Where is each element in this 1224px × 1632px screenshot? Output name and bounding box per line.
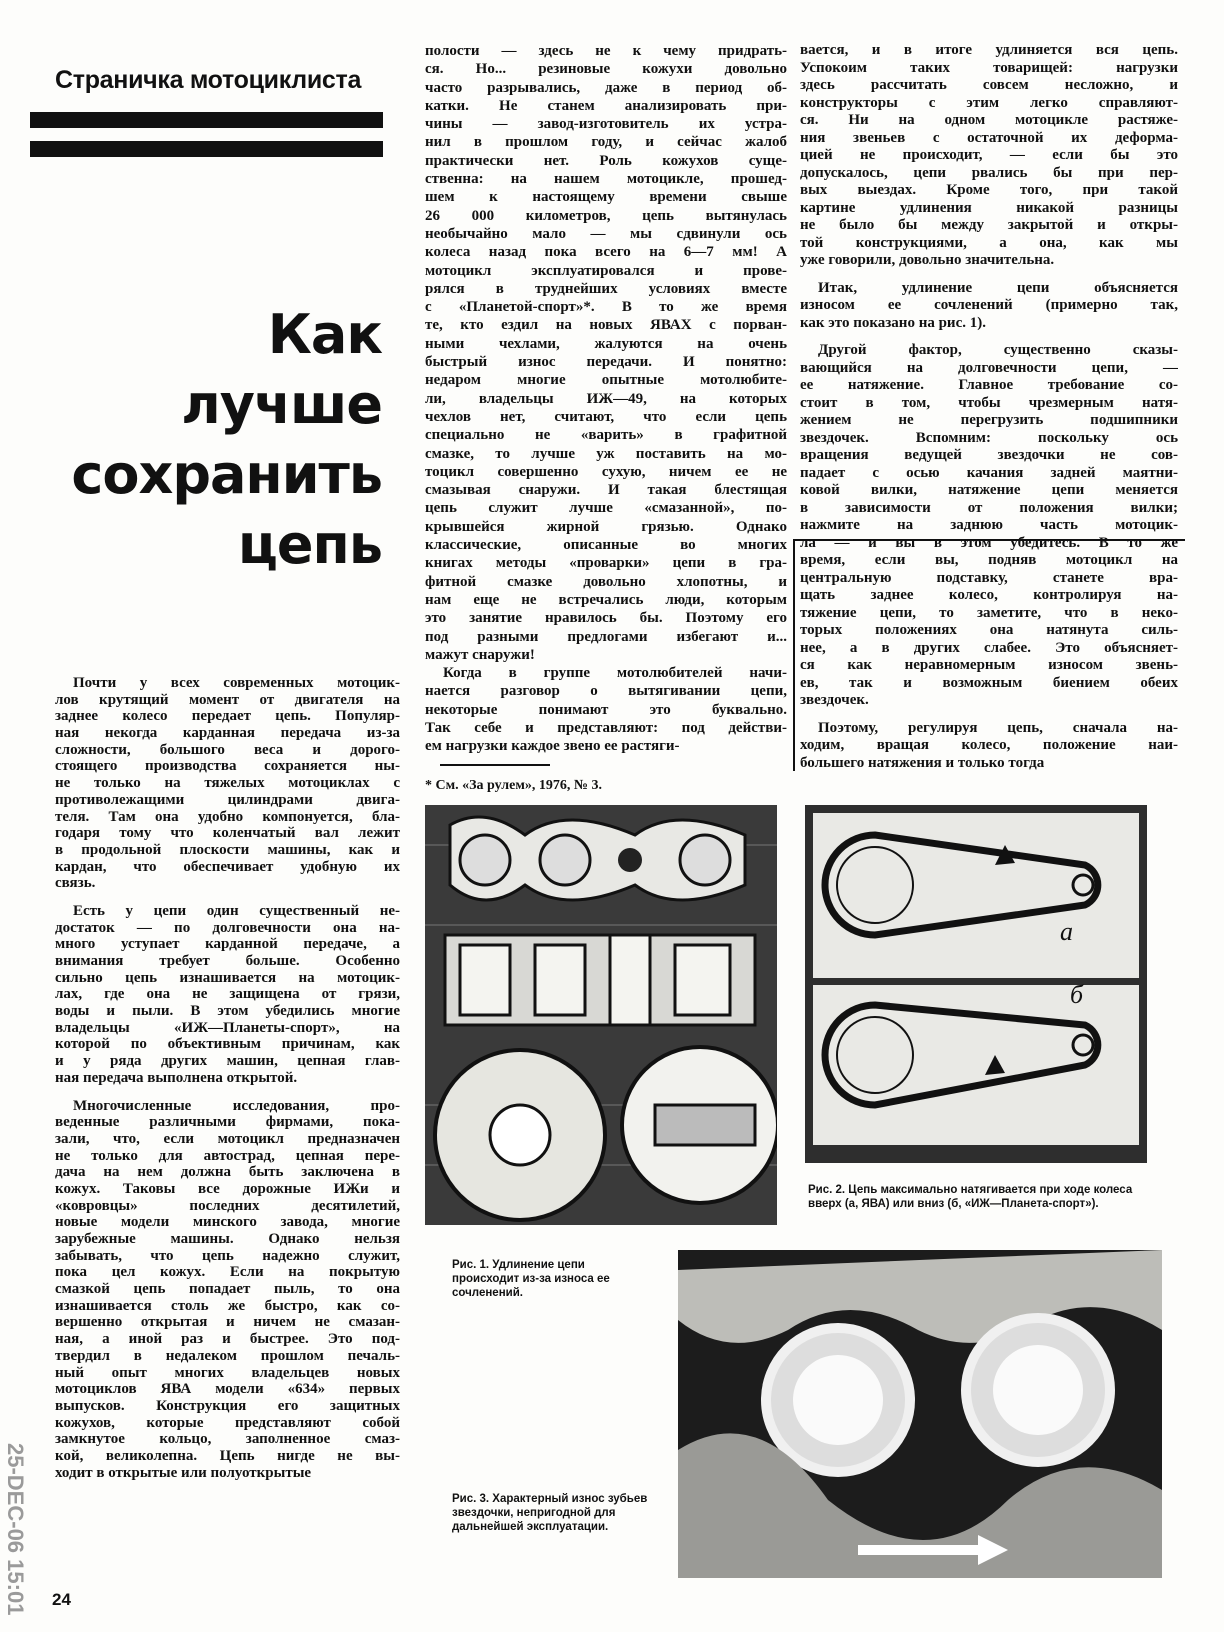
text-line: книгах методы «проварки» цепи в гра- — [425, 555, 787, 572]
text-line: сложности, большого веса и дорого- — [55, 741, 400, 758]
text-line: рялся в труднейших условиях вместе — [425, 280, 787, 297]
text-line: колеса назад пока всего на 6—7 мм! А — [425, 244, 787, 261]
text-line: вается, и в итоге удлиняется вся цепь. — [800, 42, 1178, 58]
text-line: падает с осью качания задней маятни- — [800, 464, 1178, 481]
title-line: сохранить — [71, 443, 382, 506]
text-line: щать заднее колесо, контролируя на- — [800, 587, 1178, 603]
text-line: звездочек. — [800, 692, 869, 708]
middle-text-column — [425, 42, 787, 756]
text-line: ния звеньев с остаточной их деформа- — [800, 129, 1178, 146]
text-line: Многочисленные исследования, про- — [73, 1097, 400, 1114]
text-line: специально не «варить» в графитной — [425, 427, 787, 444]
text-line: полости — здесь не к чему придрать- — [425, 43, 787, 59]
text-line: чехлов нет, считают, что если цепь — [425, 408, 787, 425]
text-line: фитной смазке довольно хлопотны, и — [425, 573, 787, 590]
text-line: новые модели минского завода, многие — [55, 1214, 400, 1231]
text-line: звездочек. Вспомним: поскольку ось — [800, 429, 1178, 446]
paragraph — [55, 903, 400, 1087]
text-line: «ковровцы» последних десятилетий, — [55, 1197, 400, 1214]
text-line: Успокоим таких товарищей: нагрузки — [800, 59, 1178, 76]
text-line: твердил в недалеком прошлом печаль- — [55, 1347, 400, 1364]
text-line: как это показано на рис. 1). — [800, 314, 986, 331]
text-line: вающийся на долговечности цепи, — — [800, 359, 1178, 376]
text-line: той конструкциями, а она, как мы — [800, 234, 1178, 251]
text-line: катки. Не станем анализировать при- — [425, 97, 787, 114]
figure-3-caption: Рис. 3. Характерный износ зубьев звездочки, непригодной для дальнейшей эксплуатации. — [452, 1493, 648, 1533]
figure-2-caption: Рис. 2. Цепь максимально натягивается при ходе колеса вверх (а, ЯВА) или вниз (б, «ИЖ—Планета-спорт»). — [808, 1184, 1133, 1210]
text-line: мотоциклов ЯВА модели «634» первых — [55, 1381, 400, 1398]
text-line: ем нагрузки каждое звено ее растяги- — [425, 738, 680, 755]
text-line: кой, великолепна. Цепь нигде не вы- — [55, 1447, 400, 1464]
figure-3-worn-sprocket-photo — [678, 1250, 1162, 1578]
text-line: жением не перегрузить подшипники — [800, 412, 1178, 428]
text-line: нажмите на заднюю часть мотоцик- — [800, 517, 1178, 533]
text-line: уже говорили, довольно значительна. — [800, 252, 1055, 268]
text-line: нам еще не встречались люди, которым — [425, 591, 787, 608]
left-text-column — [55, 675, 400, 1481]
text-line: чины — завод-изготовитель их устра- — [425, 116, 787, 133]
text-line: ла — и вы в этом убедитесь. В то же — [800, 534, 1178, 551]
text-line: смазывая снаружи. И такая блестящая — [425, 482, 787, 499]
text-line: ная некогда карданная передача из-за — [55, 725, 400, 742]
text-line: много уступает карданной передаче, а — [55, 936, 400, 953]
text-line: Итак, удлинение цепи объясняется — [818, 279, 1178, 296]
text-line: ковой вилки, натяжение цепи меняется — [800, 482, 1178, 498]
text-line: и у ряда других машин, цепная глав- — [55, 1053, 400, 1070]
footnote-rule — [440, 764, 550, 766]
text-line: ся. Но... резиновые кожухи довольно — [425, 61, 787, 78]
text-line: ли, владельцы ИЖ—49, на которых — [425, 390, 787, 407]
text-line: в продольной плоскости машины, как и — [55, 841, 400, 858]
text-line: ная передача выполнена открытой. — [55, 1069, 298, 1086]
text-line: ходит в открытые или полуоткрытые — [55, 1464, 312, 1481]
text-line: те, кто ездил на новых ЯВАХ с порван- — [425, 317, 787, 334]
scan-timestamp-stamp: 25-DEC-06 15:01 — [3, 1443, 28, 1616]
text-line: дача на нем должна быть заключена в — [55, 1164, 400, 1181]
page-number: 24 — [52, 1590, 71, 1609]
text-line: шем к настоящему времени свыше — [425, 189, 787, 206]
text-line: Так себе и представляют: под действи- — [425, 719, 787, 736]
title-line: цепь — [237, 513, 382, 576]
text-line: нил в прошлом году, и сейчас жалоб — [425, 134, 787, 151]
text-line: цией не происходит, — если бы это — [800, 147, 1178, 163]
text-line: стоит в том, чтобы чрезмерным натя- — [800, 394, 1178, 411]
text-line: ными чехлами, жалуются на очень — [425, 335, 787, 352]
text-line: ся. Ни на одном мотоцикле растяже- — [800, 112, 1178, 128]
paragraph — [425, 42, 787, 664]
text-line: ходим, вращая колесо, положение наи- — [800, 737, 1178, 753]
paragraph — [800, 42, 1178, 270]
text-line: годаря тому что коленчатый вал лежит — [55, 825, 400, 842]
figure-1-chain-wear-illustration — [425, 805, 777, 1225]
text-line: тоцикл совершенно сухую, ничем ее не — [425, 463, 787, 480]
text-line: изнашивается столь же быстро, как со- — [55, 1297, 400, 1314]
text-line: не только на тяжелых мотоциклах с — [55, 775, 400, 792]
text-line: ственна: на нашем мотоцикле, прошед- — [425, 171, 787, 188]
paragraph — [800, 720, 1178, 773]
figure-1-caption: Рис. 1. Удлинение цепи происходит из-за износа ее сочленений. — [452, 1259, 610, 1299]
text-line: тяжение цепи, то заметите, что в неко- — [800, 604, 1178, 621]
text-line: зали, что, если мотоцикл предназначен — [55, 1130, 400, 1147]
text-line: классические, описанные во многих — [425, 537, 787, 554]
text-line: кардан, что обеспечивает удобную их — [55, 858, 400, 875]
text-line: кожухов, которые представляют собой — [55, 1414, 400, 1431]
text-line: крывшейся жирной грязью. Однако — [425, 518, 787, 535]
figure-2-label-a: а — [1060, 917, 1073, 946]
text-line: не только для автострад, цепная пере- — [55, 1147, 400, 1164]
text-line: ся как неравномерным износом звень- — [800, 657, 1178, 673]
text-line: ее натяжение. Главное требование со- — [800, 377, 1178, 393]
text-line: картине удлинения никакой разницы — [800, 199, 1178, 216]
paragraph — [800, 342, 1178, 710]
text-line: ный опыт многих владельцев новых — [55, 1364, 400, 1381]
paragraph — [425, 664, 787, 755]
text-line: часто разрывались, даже в период об- — [425, 79, 787, 96]
text-line: 26 000 километров, цепь вытянулась — [425, 207, 787, 224]
text-line: ев, так и возможным биением обеих — [800, 674, 1178, 691]
text-line: вых выездах. Кроме того, при такой — [800, 182, 1178, 198]
text-line: с «Планетой-спорт»*. В то же время — [425, 299, 787, 316]
article-title — [60, 300, 382, 580]
text-line: нее, а в других слабее. Это объясняет- — [800, 639, 1178, 656]
text-line: Поэтому, регулируя цепь, сначала на- — [818, 719, 1178, 736]
text-line: противолежащими цилиндрами двига- — [55, 791, 400, 808]
text-line: внимания требует больше. Особенно — [55, 953, 400, 969]
text-line: сильно цепь изнашивается на мотоцик- — [55, 969, 400, 986]
text-line: необычайно мало — мы сдвинули ось — [425, 225, 787, 242]
text-line: Есть у цепи один существенный не- — [73, 902, 400, 919]
text-line: Почти у всех современных мотоцик- — [73, 675, 400, 691]
text-line: забывать, что цепь надежно служит, — [55, 1247, 400, 1264]
text-line: вершенно открытая и ничем не смазан- — [55, 1314, 400, 1331]
text-line: зарубежные машины. Однако нельзя — [55, 1231, 400, 1247]
right-text-column — [800, 42, 1178, 772]
text-line: выпусков. Конструкция его защитных — [55, 1397, 400, 1414]
paragraph — [55, 675, 400, 892]
text-line: владельцы «ИЖ—Планеты-спорт», на — [55, 1019, 400, 1036]
text-line: ная, а иной раз и быстрее. Это под- — [55, 1331, 400, 1348]
title-line: лучше — [181, 373, 382, 436]
text-line: кожух. Таковы все дорожные ИЖи и — [55, 1180, 400, 1197]
text-line: Другой фактор, существенно сказы- — [818, 342, 1178, 358]
text-line: практически нет. Роль кожухов суще- — [425, 152, 787, 169]
text-line: центральную подставку, станете вра- — [800, 569, 1178, 586]
text-line: торых положениях она натянута силь- — [800, 622, 1178, 638]
text-line: под разными предлогами избегают и... — [425, 628, 787, 645]
figure-2-label-b: б — [1070, 980, 1084, 1009]
text-line: некоторые понимают это буквально. — [425, 701, 787, 718]
text-line: это занятие нравилось бы. Поэтому его — [425, 610, 787, 627]
figure-2-chain-tension-diagram — [805, 805, 1147, 1163]
paragraph — [800, 280, 1178, 333]
text-line: конструкторы с этим легко справляют- — [800, 94, 1178, 111]
text-line: смазке, то лучше уж поставить на мо- — [425, 445, 787, 462]
text-line: мотоцикл эксплуатировался и прове- — [425, 262, 787, 279]
text-line: достаток — по долговечности она на- — [55, 919, 400, 936]
text-line: быстрый износ передачи. И понятно: — [425, 354, 787, 371]
text-line: износом ее сочленений (примерно так, — [800, 297, 1178, 313]
text-line: пока цел кожух. Если на покрытую — [55, 1264, 400, 1281]
text-line: лов крутящий момент от двигателя на — [55, 691, 400, 708]
text-line: здесь рассчитать совсем несложно, и — [800, 77, 1178, 93]
rubric-bar — [30, 141, 383, 157]
rubric-heading: Страничка мотоциклиста — [55, 66, 362, 94]
text-line: теля. Там она удобно компонуется, бла- — [55, 808, 400, 825]
text-line: мажут снаружи! — [425, 646, 535, 663]
text-line: цепь служит лучше «смазанной», по- — [425, 500, 787, 517]
text-line: которой по объективным причинам, как — [55, 1036, 400, 1053]
text-line: заднее колесо передает цепь. Популяр- — [55, 708, 400, 725]
text-line: связь. — [55, 875, 96, 892]
rubric-bar — [30, 112, 383, 128]
text-line: нается разговор о вытягивании цепи, — [425, 683, 787, 700]
title-line: Как — [267, 303, 382, 366]
text-line: лах, где она не защищена от грязи, — [55, 986, 400, 1003]
text-line: не было бы между закрытой и откры- — [800, 217, 1178, 233]
text-line: стоящего производства сохраняется ны- — [55, 758, 400, 775]
text-line: в зависимости от положения вилки; — [800, 499, 1178, 516]
footnote: * См. «За рулем», 1976, № 3. — [425, 778, 602, 793]
paragraph — [55, 1098, 400, 1482]
text-line: вращения ведущей звездочки не сов- — [800, 447, 1178, 463]
text-line: допускалось, цепи рвались бы при пер- — [800, 164, 1178, 181]
text-line: Когда в группе мотолюбителей начи- — [443, 665, 787, 682]
text-line: замкнутое кольцо, заполненное смаз- — [55, 1431, 400, 1448]
text-line: смазкой цепь попадает пыль, то она — [55, 1281, 400, 1298]
text-line: большего натяжения и только тогда — [800, 754, 1045, 771]
text-line: время, если вы, подняв мотоцикл на — [800, 552, 1178, 568]
text-line: веденные различными фирмами, пока- — [55, 1114, 400, 1131]
text-line: недаром многие опытные мотолюбите- — [425, 372, 787, 389]
text-line: воды и пыли. В этом убедились многие — [55, 1003, 400, 1020]
